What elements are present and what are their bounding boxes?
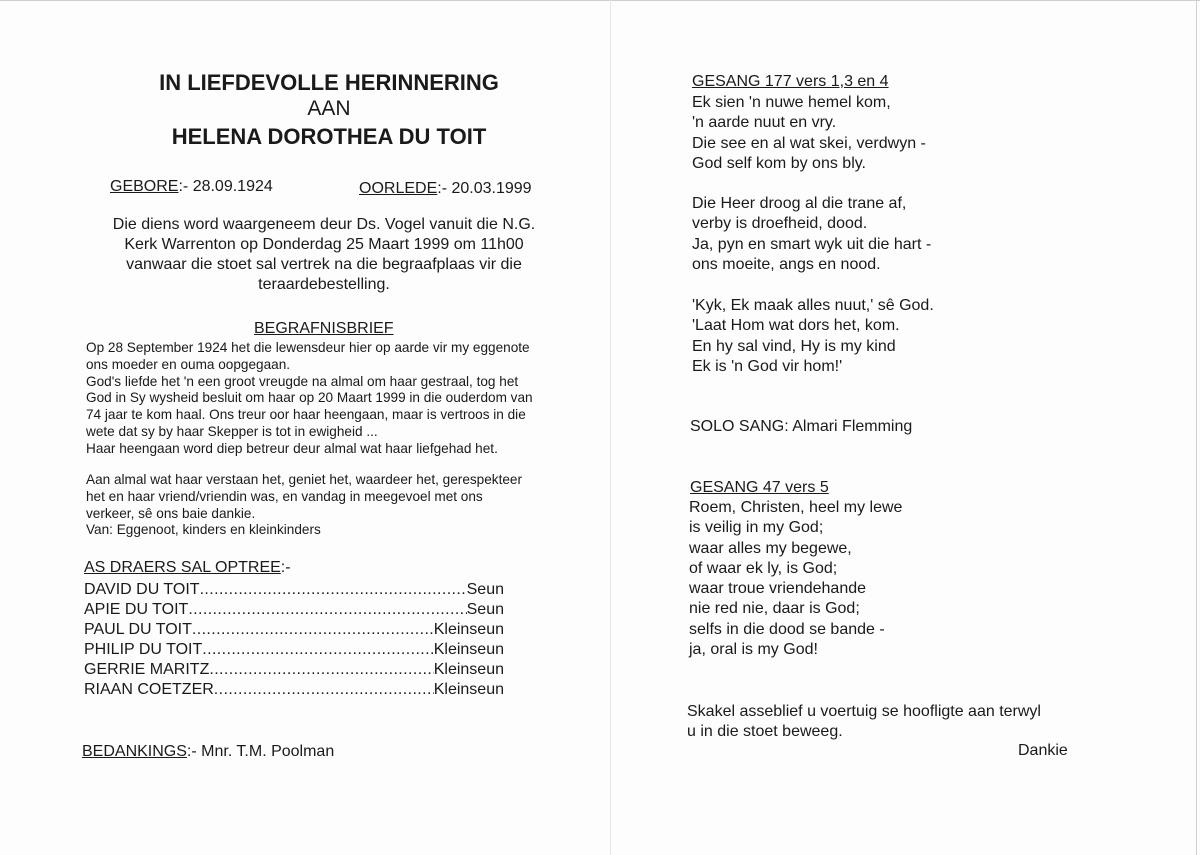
bearers-heading-suffix: :- (280, 559, 291, 576)
letter-paragraph-1 (86, 340, 533, 458)
leader-dots (188, 601, 466, 621)
bearer-name: PHILIP DU TOIT (84, 641, 203, 658)
bearer-relation: Seun (466, 581, 504, 598)
born-date (110, 178, 273, 196)
letter-line: ons moeder en ouma oopgegaan. (86, 356, 291, 372)
letter-paragraph-2 (86, 472, 522, 539)
deceased-name: HELENA DOROTHEA DU TOIT (171, 124, 487, 149)
verse-line: selfs in die dood se bande - (689, 620, 885, 638)
verse-line: verby is droefheid, dood. (692, 215, 868, 233)
verse-line: ons moeite, angs en nood. (692, 255, 881, 273)
thanks-value: :- Mnr. T.M. Poolman (186, 743, 335, 760)
verse-line: Ja, pyn en smart wyk uit die hart - (692, 235, 932, 253)
bearer-relation: Seun (466, 601, 504, 618)
leader-dots (192, 621, 434, 641)
service-line: vanwaar die stoet sal vertrek na die begraafplaas vir die (126, 256, 522, 273)
title-line-1: IN LIEFDEVOLLE HERINNERING (159, 70, 499, 95)
hymn2-stanza (689, 498, 902, 660)
bearer-name: APIE DU TOIT (84, 601, 189, 618)
letter-line: 74 jaar te kom haal. Ons treur oor haar heengaan, maar is vertroos in die (86, 407, 526, 423)
verse-line: Roem, Christen, heel my lewe (689, 499, 903, 516)
bearer-relation: Kleinseun (433, 641, 504, 658)
died-value: :- 20.03.1999 (437, 180, 532, 197)
born-value: :- 28.09.1924 (178, 178, 273, 195)
page-fold (610, 0, 611, 855)
verse-line: ja, oral is my God! (689, 641, 818, 659)
letter-line: verkeer, sê ons baie dankie. (86, 505, 256, 521)
bearer-row (84, 601, 504, 621)
bearer-relation: Kleinseun (433, 661, 504, 678)
bearers-heading-label: AS DRAERS SAL OPTREE (84, 559, 281, 576)
leader-dots (209, 661, 433, 681)
hymn1-stanza-1 (692, 93, 926, 174)
bearers-heading (84, 559, 291, 577)
bearer-row (84, 581, 504, 601)
verse-line: God self kom by ons bly. (692, 154, 866, 172)
bearer-name: DAVID DU TOIT (84, 581, 200, 598)
verse-line: Ek is 'n God vir hom!' (692, 357, 843, 375)
notice-line: u in die stoet beweeg. (687, 723, 843, 740)
letter-line: Op 28 September 1924 het die lewensdeur hier op aarde vir my eggenote (86, 340, 530, 355)
leader-dots (214, 681, 434, 701)
letter-line: Van: Eggenoot, kinders en kleinkinders (86, 522, 321, 538)
closing-thanks: Dankie (1018, 742, 1068, 759)
letter-line: het en haar vriend/vriendin was, en vandag in meegevoel met ons (86, 488, 483, 504)
verse-line: waar alles my begewe, (689, 539, 852, 557)
service-line: Kerk Warrenton op Donderdag 25 Maart 1999 om 11h00 (124, 236, 524, 253)
verse-line: 'Laat Hom wat dors het, kom. (692, 317, 900, 335)
hymn1-stanza-3 (692, 296, 934, 377)
bearer-name: GERRIE MARITZ (84, 661, 210, 678)
died-label: OORLEDE (359, 180, 438, 197)
born-label: GEBORE (110, 178, 179, 195)
bearer-row (84, 621, 504, 641)
thanks-line (82, 743, 334, 761)
bearer-name: PAUL DU TOIT (84, 621, 192, 638)
verse-line: En hy sal vind, Hy is my kind (692, 337, 896, 355)
verse-line: 'Kyk, Ek maak alles nuut,' sê God. (692, 297, 934, 314)
verse-line: 'n aarde nuut en vry. (692, 114, 837, 132)
verse-line: of waar ek ly, is God; (689, 559, 838, 577)
verse-line: is veilig in my God; (689, 519, 824, 537)
verse-line: Ek sien 'n nuwe hemel kom, (692, 94, 891, 111)
page-right-edge (1196, 0, 1197, 855)
verse-line: nie red nie, daar is God; (689, 600, 860, 618)
verse-line: waar troue vriendehande (689, 580, 867, 598)
letter-line: wete dat sy by haar Skepper is tot in ewigheid ... (86, 423, 378, 439)
bearer-row (84, 641, 504, 661)
hymn2-heading: GESANG 47 vers 5 (690, 479, 829, 496)
hymn1-heading: GESANG 177 vers 1,3 en 4 (692, 73, 889, 90)
headlights-notice (687, 702, 1041, 742)
letter-line: God in Sy wysheid besluit om haar op 20 Maart 1999 in die ouderdom van (86, 390, 533, 406)
verse-line: Die Heer droog al die trane af, (692, 195, 907, 212)
thanks-label: BEDANKINGS (82, 743, 187, 760)
bearer-row (84, 681, 504, 701)
service-details (84, 215, 564, 295)
letter-line: God's liefde het 'n een groot vreugde na almal om haar gestraal, tog het (86, 373, 519, 389)
verse-line: Die see en al wat skei, verdwyn - (692, 134, 926, 152)
bearer-name: RIAAN COETZER (84, 681, 214, 698)
bearer-relation: Kleinseun (433, 621, 504, 638)
hymn1-stanza-2 (692, 194, 931, 275)
letter-heading: BEGRAFNISBRIEF (254, 320, 394, 337)
bearer-relation: Kleinseun (433, 681, 504, 698)
solo-singer: SOLO SANG: Almari Flemming (690, 418, 913, 435)
leader-dots (202, 641, 433, 661)
notice-line: Skakel asseblief u voertuig se hoofligte aan terwyl (687, 703, 1041, 720)
leader-dots (200, 581, 467, 601)
bearer-row (84, 661, 504, 681)
title-line-2: AAN (307, 97, 351, 120)
service-line: Die diens word waargeneem deur Ds. Vogel vanuit die N.G. (112, 216, 536, 233)
service-line: teraardebestelling. (258, 276, 390, 293)
died-date (359, 180, 532, 198)
page-top-edge (0, 0, 1200, 1)
letter-line: Aan almal wat haar verstaan het, geniet het, waardeer het, gerespekteer (86, 472, 523, 487)
letter-line: Haar heengaan word diep betreur deur almal wat haar liefgehad het. (86, 440, 498, 456)
